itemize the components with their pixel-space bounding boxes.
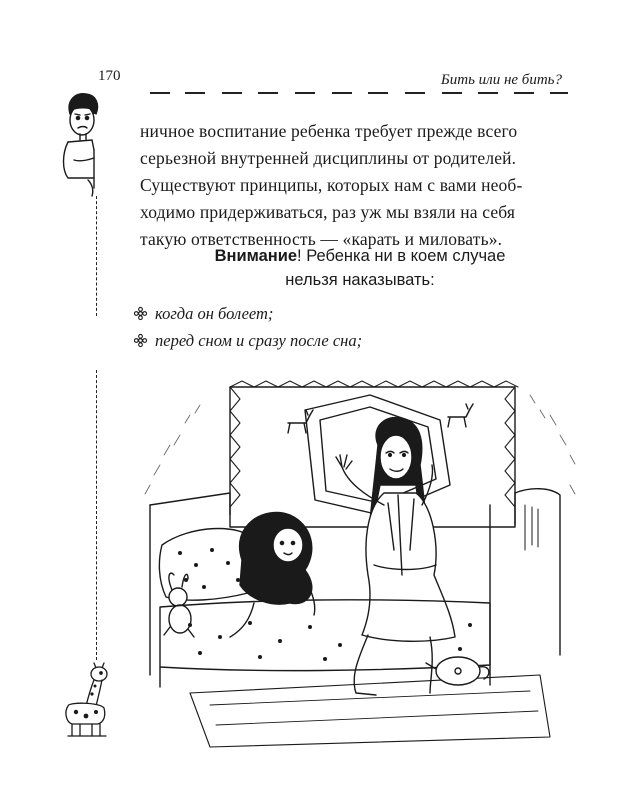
list-item-text: перед сном и сразу после сна; bbox=[155, 331, 363, 350]
flower-bullet-icon bbox=[134, 307, 147, 320]
paragraph-line: такую ответственность — «карать и миловать». bbox=[140, 229, 503, 249]
notice-block bbox=[140, 244, 580, 292]
notice-bold-word: Внимание bbox=[214, 247, 298, 265]
paragraph-line: ничное воспитание ребенка требует прежде всего bbox=[140, 121, 518, 141]
running-title: Бить или не бить? bbox=[440, 72, 562, 88]
flower-bullet-icon bbox=[134, 334, 147, 347]
body-paragraph bbox=[140, 118, 575, 253]
notice-line-2: нельзя наказывать: bbox=[285, 271, 435, 289]
margin-rule-bottom bbox=[96, 370, 97, 660]
notice-line-1: ! Ребенка ни в коем случае bbox=[297, 247, 506, 265]
margin-rule-top bbox=[96, 196, 97, 316]
list-item-text: когда он болеет; bbox=[155, 304, 274, 323]
toy-giraffe-figure bbox=[58, 662, 118, 740]
mother-child-illustration bbox=[130, 375, 590, 750]
peeking-man-figure bbox=[58, 90, 106, 200]
paragraph-line: Существуют принципы, которых нам с вами необ- bbox=[140, 175, 523, 195]
page-number: 170 bbox=[98, 68, 121, 84]
bullet-list bbox=[134, 300, 362, 354]
paragraph-line: ходимо придерживаться, раз уж мы взяли на себя bbox=[140, 202, 516, 222]
list-item bbox=[134, 327, 362, 354]
list-item bbox=[134, 300, 362, 327]
paragraph-line: серьезной внутренней дисциплины от родителей. bbox=[140, 148, 517, 168]
